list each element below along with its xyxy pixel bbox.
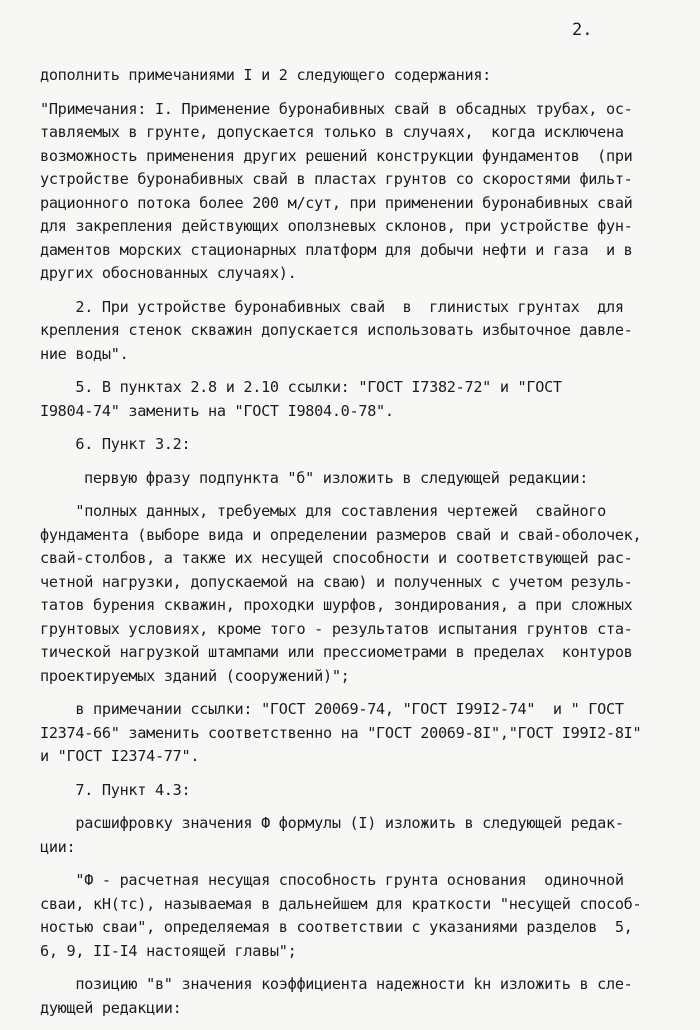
text-line: 2. При устройстве буронабивных свай в глинистых грунтах для <box>40 297 624 316</box>
paragraph <box>40 812 662 859</box>
text-line: позицию "в" значения коэффициента надежности kн изложить в сле- <box>40 975 633 993</box>
paragraph <box>40 433 662 457</box>
text-line: 7. Пункт 4.3: <box>40 780 191 799</box>
text-line: свай-столбов, а также их несущей способности и соответствующей рас- <box>40 549 633 567</box>
paragraph <box>40 869 662 963</box>
text-line: проектируемых зданий (сооружений)"; <box>40 666 350 685</box>
text-line: четной нагрузки, допускаемой на сваю) и полученных с учетом резуль- <box>40 572 633 591</box>
text-line: 6, 9, II-I4 настоящей главы"; <box>40 941 297 960</box>
text-line: дополнить примечаниями I и 2 следующего содержания: <box>40 66 492 84</box>
paragraph <box>40 698 662 769</box>
text-line: тавляемых в грунте, допускается только в случаях, когда исключена <box>40 123 624 141</box>
text-line: фундамента (выборе вида и определении размеров свай и свай-оболочек, <box>40 525 642 544</box>
document-body <box>40 64 662 1030</box>
text-line: сваи, кН(тс), называемая в дальнейшем для краткости "несущей способ- <box>40 894 642 913</box>
text-line: "Примечания: I. Применение буронабивных свай в обсадных трубах, ос- <box>40 99 633 118</box>
paragraph <box>40 779 662 803</box>
text-line: I9804-74" заменить на "ГОСТ I9804.0-78". <box>40 401 394 420</box>
text-line: расшифровку значения Ф формулы (I) изложить в следующей редак- <box>40 814 624 832</box>
paragraph <box>40 98 662 286</box>
text-line: в примечании ссылки: "ГОСТ 20069-74, "ГОСТ I99I2-74" и " ГОСТ <box>40 700 624 718</box>
paragraph <box>40 500 662 688</box>
paragraph <box>40 467 662 491</box>
text-line: "полных данных, требуемых для составления чертежей свайного <box>40 502 606 520</box>
page-number: 2. <box>572 20 593 40</box>
text-line: ние воды". <box>40 344 129 363</box>
text-line: первую фразу подпункта "б" изложить в следующей редакции: <box>84 468 589 487</box>
text-line: даментов морских стационарных платформ для добычи нефти и газа и в <box>40 240 633 259</box>
text-line: возможность применения других решений конструкции фундаментов (при <box>40 146 633 165</box>
paragraph <box>40 376 662 423</box>
text-line: рационного потока более 200 м/сут, при применении буронабивных свай <box>40 193 633 212</box>
text-line: ностью сваи", определяемая в соответствии с указаниями разделов 5, <box>40 918 633 936</box>
text-line: 6. Пункт 3.2: <box>40 435 191 453</box>
text-line: I2374-66" заменить соответственно на "ГОСТ 20069-8I","ГОСТ I99I2-8I" <box>40 723 642 742</box>
text-line: "Ф - расчетная несущая способность грунта основания одиночной <box>40 871 624 889</box>
text-line: татов бурения скважин, проходки шурфов, зондирования, а при сложных <box>40 596 633 614</box>
paragraph <box>40 973 662 1020</box>
text-line: грунтовых условиях, кроме того - результатов испытания грунтов ста- <box>40 619 633 638</box>
text-line: других обоснованных случаях). <box>40 264 297 282</box>
text-line: и "ГОСТ I2374-77". <box>40 747 200 765</box>
text-line: для закрепления действующих оползневых склонов, при устройстве фун- <box>40 217 633 235</box>
text-line: устройстве буронабивных свай в пластах грунтов со скоростями фильт- <box>40 170 633 188</box>
text-line: тической нагрузкой штампами или прессиометрами в пределах контуров <box>40 643 633 661</box>
paragraph <box>40 64 662 88</box>
text-line: дующей редакции: <box>40 998 182 1017</box>
paragraph <box>40 296 662 367</box>
text-line: 5. В пунктах 2.8 и 2.10 ссылки: "ГОСТ I7382-72" и "ГОСТ <box>40 378 562 396</box>
text-line: крепления стенок скважин допускается использовать избыточное давле- <box>40 321 633 339</box>
text-line: ции: <box>40 837 76 856</box>
